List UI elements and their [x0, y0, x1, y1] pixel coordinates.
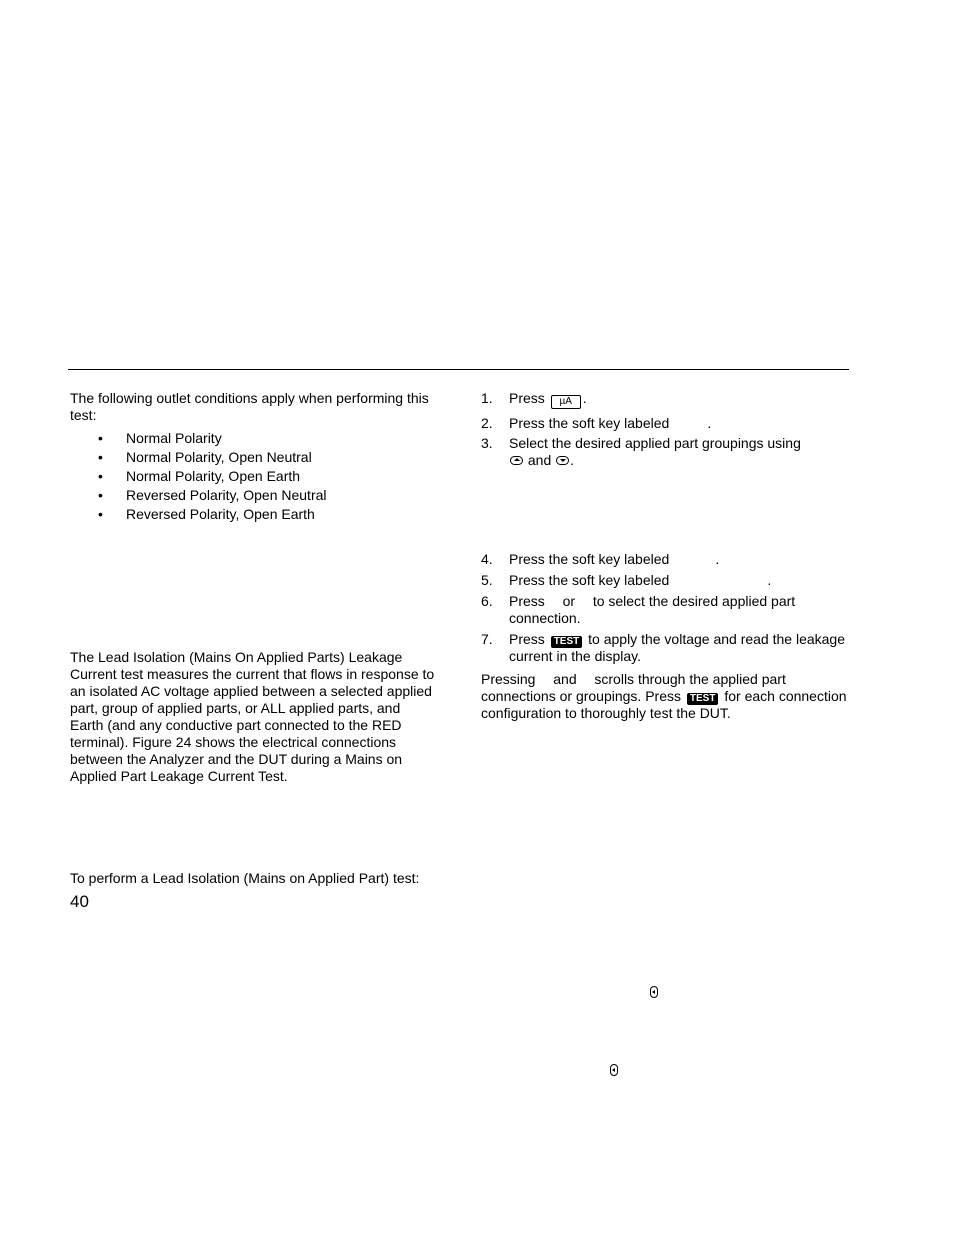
step-3: 3. Select the desired applied part groupings using and .: [481, 435, 801, 468]
outlet-conditions-list: [70, 430, 435, 523]
left-arrow-key-icon: [650, 986, 658, 998]
test-key-icon: TEST: [551, 636, 583, 648]
test-description: The Lead Isolation (Mains On Applied Parts) Leakage Current test measures the current that flows in response to an isolated AC voltage applied between a selected applied part, group of applied parts, or ALL applied parts, and Earth (and any conductive part connected to the RED terminal). Figure 24 shows the electrical connections between the Analyzer and the DUT during a Mains on Applied Part Leakage Current Test.: [70, 649, 435, 784]
microamp-key-icon: µA: [551, 395, 581, 409]
up-arrow-key-icon: [510, 456, 523, 465]
list-item: • Reversed Polarity, Open Neutral: [98, 487, 327, 503]
step-2: 2. Press the soft key labeled .: [481, 415, 712, 431]
down-arrow-key-icon: [556, 456, 569, 465]
section-divider: [68, 369, 849, 370]
test-key-icon: TEST: [687, 693, 719, 705]
page-number: 40: [70, 892, 89, 911]
perform-intro: To perform a Lead Isolation (Mains on Applied Part) test:: [70, 870, 420, 886]
left-arrow-key-icon: [610, 1064, 618, 1076]
left-column: [70, 390, 435, 887]
list-item: • Normal Polarity: [98, 430, 222, 446]
outlet-conditions-intro: The following outlet conditions apply when performing this test:: [70, 390, 429, 423]
step-5: 5. Press the soft key labeled .: [481, 572, 772, 588]
list-item: • Normal Polarity, Open Neutral: [98, 449, 312, 465]
step-6: 6. Press or to select the desired applied part connection.: [481, 593, 851, 627]
step-1: 1. Press µA .: [481, 390, 587, 407]
step-4: 4. Press the soft key labeled .: [481, 551, 720, 567]
closing-paragraph: Pressing and scrolls through the applied part connections or groupings. Press TEST for each connection configuration to thoroughly test the DUT.: [481, 671, 851, 722]
list-item: • Reversed Polarity, Open Earth: [98, 506, 315, 522]
right-column: [481, 390, 851, 722]
list-item: • Normal Polarity, Open Earth: [98, 468, 301, 484]
step-7: 7. Press TEST to apply the voltage and read the leakage current in the display.: [481, 631, 846, 664]
